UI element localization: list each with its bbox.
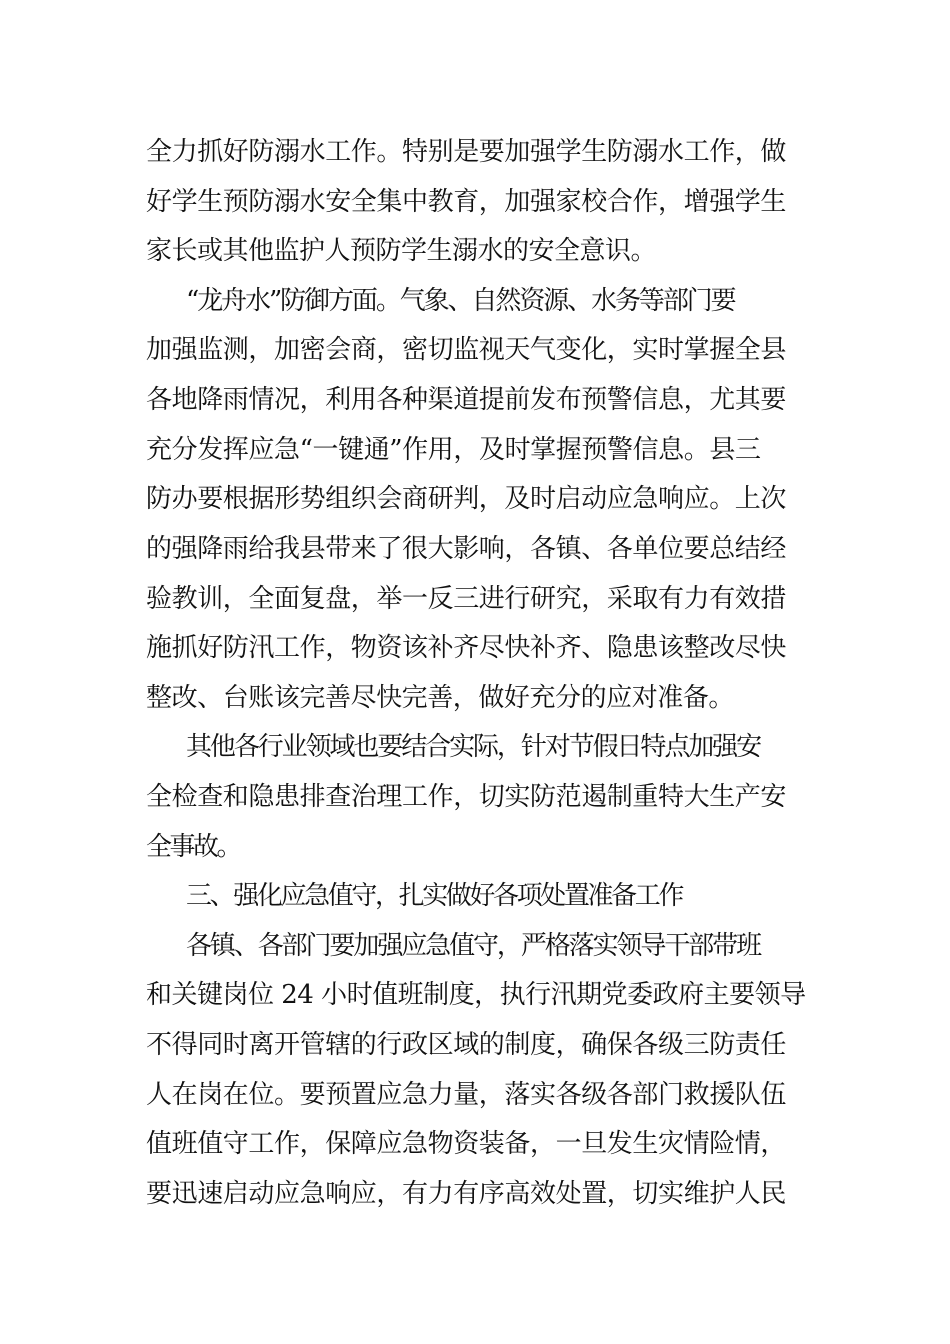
- text-line: 施抓好防汛工作，物资该补齐尽快补齐、隐患该整改尽快: [146, 633, 787, 663]
- text-line: 和关键岗位 24 小时值班制度，执行汛期党委政府主要领导: [146, 980, 806, 1010]
- section-heading: 三、强化应急值守，扎实做好各项处置准备工作: [186, 881, 683, 911]
- text-line: 防办要根据形势组织会商研判，及时启动应急响应。上次: [146, 484, 787, 514]
- text-line: 各镇、各部门要加强应急值守，严格落实领导干部带班: [186, 931, 761, 961]
- text-line: 整改、台账该完善尽快完善，做好充分的应对准备。: [146, 683, 735, 713]
- text-line: 验教训，全面复盘，举一反三进行研究，采取有力有效措: [146, 584, 787, 614]
- text-line: 家长或其他监护人预防学生溺水的安全意识。: [146, 236, 657, 266]
- text-line: 全事故。: [146, 832, 241, 862]
- text-line: 充分发挥应急“一键通”作用，及时掌握预警信息。县三: [146, 435, 761, 465]
- text-line: 其他各行业领域也要结合实际，针对节假日特点加强安: [186, 732, 761, 762]
- text-line: 的强降雨给我县带来了很大影响，各镇、各单位要总结经: [146, 534, 787, 564]
- text-line: 加强监测，加密会商，密切监视天气变化，实时掌握全县: [146, 335, 787, 365]
- text-line: 全力抓好防溺水工作。特别是要加强学生防溺水工作，做: [146, 137, 787, 167]
- text-line: 各地降雨情况，利用各种渠道提前发布预警信息，尤其要: [146, 385, 787, 415]
- text-line: 值班值守工作，保障应急物资装备，一旦发生灾情险情，: [146, 1129, 787, 1159]
- text-line: 好学生预防溺水安全集中教育，加强家校合作，增强学生: [146, 187, 787, 217]
- text-line: 人在岗在位。要预置应急力量，落实各级各部门救援队伍: [146, 1080, 787, 1110]
- text-line: 全检查和隐患排查治理工作，切实防范遏制重特大生产安: [146, 782, 787, 812]
- text-line: 要迅速启动应急响应，有力有序高效处置，切实维护人民: [146, 1179, 787, 1209]
- text-line: 不得同时离开管辖的行政区域的制度，确保各级三防责任: [146, 1030, 787, 1060]
- text-line: “龙舟水”防御方面。气象、自然资源、水务等部门要: [186, 286, 735, 316]
